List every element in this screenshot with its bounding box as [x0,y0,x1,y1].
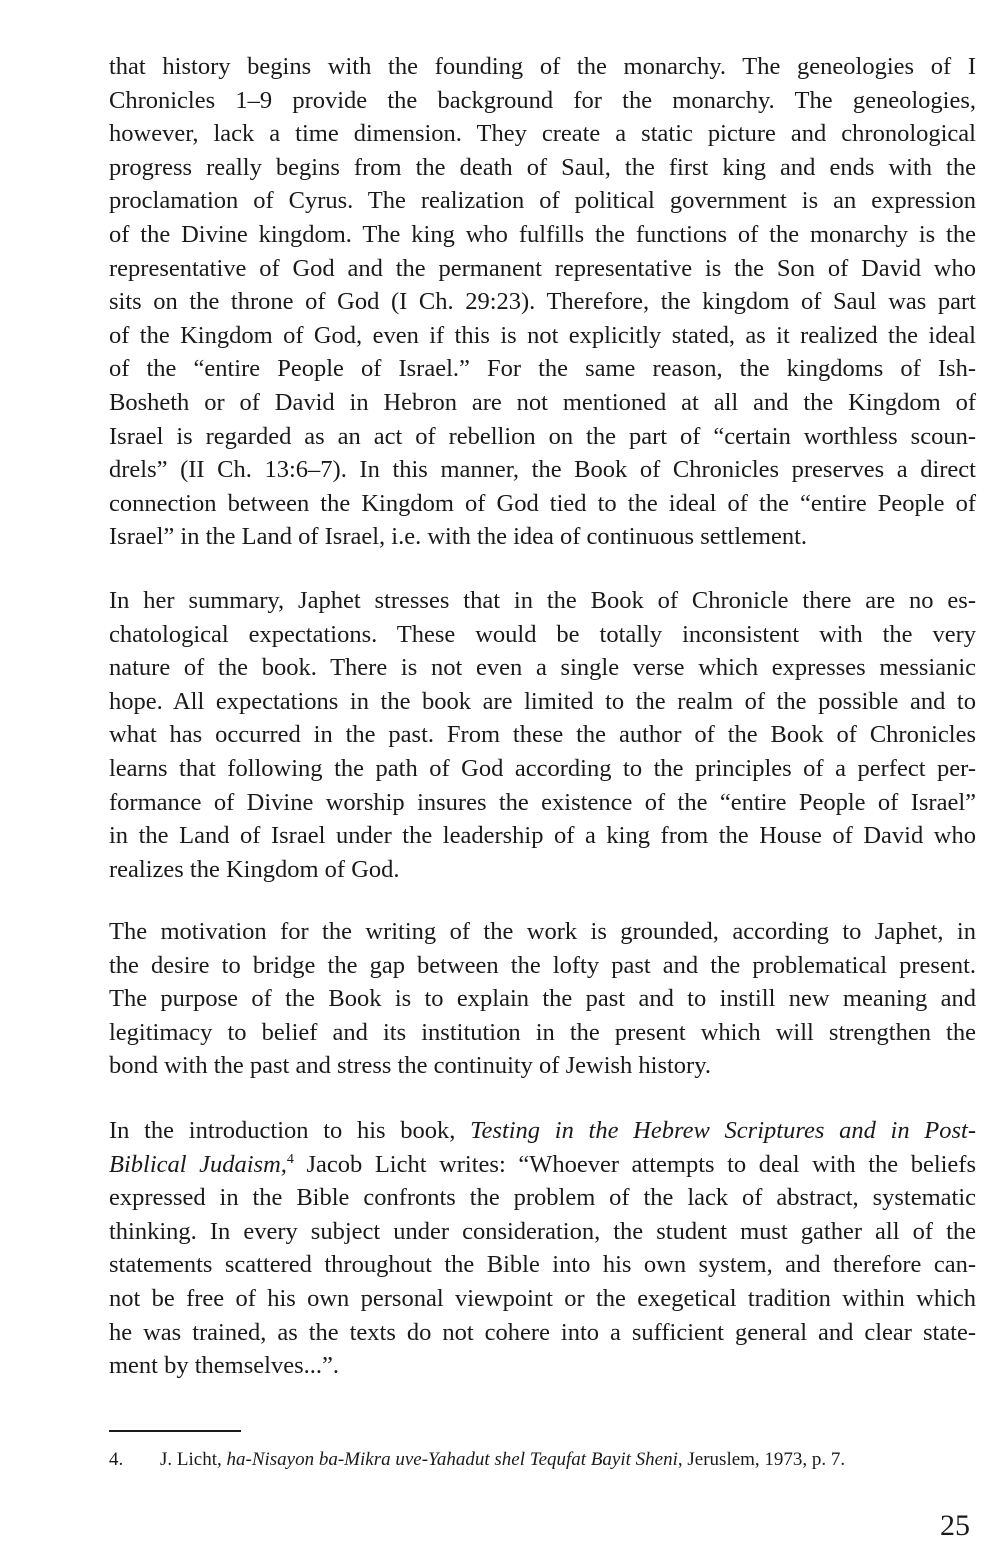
text-line: of the Divine kingdom. The king who fulfills the functions of the monarchy is the [109,220,976,248]
book-title-italic: Testing in the Hebrew Scriptures and in Post- [470,1117,977,1144]
text-line: in the Land of Israel under the leadership of a king from the House of David who [109,822,976,850]
text-line: ment by themselves...”. [109,1352,339,1380]
footnote [109,1447,976,1473]
paragraph-summary [109,584,976,886]
page-number: 25 [940,1509,970,1542]
paragraph-motivation [109,915,976,1083]
text-line: legitimacy to belief and its institution in the present which will strengthen the [109,1018,976,1046]
text-line: of the Kingdom of God, even if this is not explicitly stated, as it realized the ideal [109,321,976,349]
text-line: The motivation for the writing of the work is grounded, according to Japhet, in [109,918,976,945]
text-line: Chronicles 1–9 provide the background for the monarchy. The geneologies, [109,86,976,114]
footnote-title: ha-Nisayon ba-Mikra uve-Yahadut shel Tequfat Bayit Sheni [226,1449,678,1470]
footnote-publication: , Jeruslem, 1973, p. 7. [677,1449,846,1470]
text-line [109,1114,976,1148]
text-line: representative of God and the permanent representative is the Son of David who [109,254,976,282]
text-line [109,1148,976,1182]
text-line: proclamation of Cyrus. The realization of political government is an expression [109,187,976,215]
footnote-author: J. Licht, [160,1449,227,1470]
text-line: that history begins with the founding of the monarchy. The geneologies of I [109,53,976,80]
text-line: hope. All expectations in the book are limited to the realm of the possible and to [109,687,976,715]
text-run: In the introduction to his book, [109,1117,471,1144]
paragraph-monarchy [109,50,976,554]
text-line: he was trained, as the texts do not cohere into a sufficient general and clear state- [109,1318,976,1346]
text-line: however, lack a time dimension. They create a static picture and chronological [109,120,976,148]
text-line: Israel” in the Land of Israel, i.e. with the idea of continuous settlement. [109,523,808,551]
paragraph-licht [109,1114,976,1383]
text-line: progress really begins from the death of Saul, the first king and ends with the [109,153,976,181]
text-line: chatological expectations. These would be totally inconsistent with the very [109,620,976,648]
text-line: connection between the Kingdom of God tied to the ideal of the “entire People of [109,489,976,517]
text-line: the desire to bridge the gap between the lofty past and the problematical present. [109,951,976,979]
text-line: statements scattered throughout the Bible into his own system, and therefore can- [109,1251,976,1279]
text-line: not be free of his own personal viewpoint or the exegetical tradition within which [109,1284,976,1312]
text-line: In her summary, Japhet stresses that in the Book of Chronicle there are no es- [109,587,976,614]
footnote-reference[interactable]: 4 [286,1151,294,1167]
text-line: Israel is regarded as an act of rebellion on the part of “certain worthless scoun- [109,422,976,450]
text-line: Bosheth or of David in Hebron are not mentioned at all and the Kingdom of [109,388,976,416]
text-line: realizes the Kingdom of God. [109,855,400,883]
text-run: Jacob Licht writes: “Whoever attempts to deal with the beliefs [293,1150,976,1178]
text-line: what has occurred in the past. From these the author of the Book of Chronicles [109,721,976,749]
footnote-divider [109,1430,241,1432]
book-title-italic: Biblical Judaism, [109,1150,287,1178]
text-line: drels” (II Ch. 13:6–7). In this manner, the Book of Chronicles preserves a direct [109,456,976,484]
text-line: nature of the book. There is not even a single verse which expresses messianic [109,654,976,682]
text-line: formance of Divine worship insures the existence of the “entire People of Israel” [109,788,976,816]
text-line: The purpose of the Book is to explain the past and to instill new meaning and [109,985,976,1013]
text-line: learns that following the path of God according to the principles of a perfect per- [109,754,976,782]
text-line: thinking. In every subject under consideration, the student must gather all of the [109,1217,976,1245]
text-line: bond with the past and stress the continuity of Jewish history. [109,1052,711,1080]
text-line: expressed in the Bible confronts the problem of the lack of abstract, systematic [109,1184,976,1212]
text-line: sits on the throne of God (I Ch. 29:23). Therefore, the kingdom of Saul was part [109,288,976,316]
text-line: of the “entire People of Israel.” For the same reason, the kingdoms of Ish- [109,355,976,383]
footnote-number: 4. [109,1449,124,1470]
